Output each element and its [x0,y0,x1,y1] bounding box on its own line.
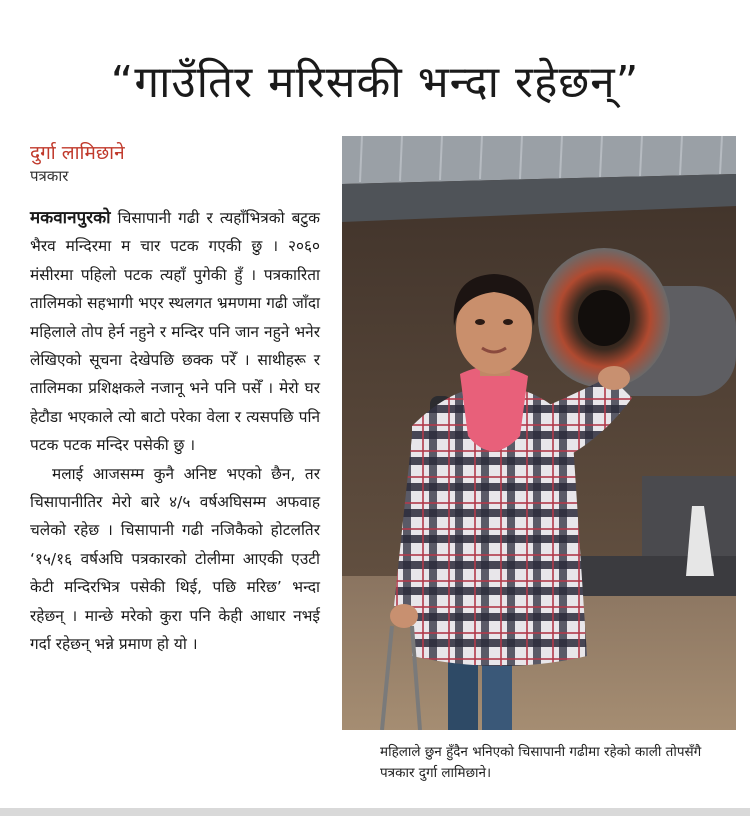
author-role: पत्रकार [30,167,69,185]
bottom-rule [0,808,750,816]
article-paragraph-1 [30,204,320,460]
article-paragraph-2: मलाई आजसम्म कुनै अनिष्ट भएको छैन, तर चिसापानीतिर मेरो बारे ४/५ वर्षअघिसम्म अफवाह चलेको रहेछ । चिसापानी गढी नजिकैको होटलतिर ‘१५/१६ वर्षअघि पत्रकारको टोलीमा आएकी एउटी केटी मन्दिरभित्र पसेकी थिई, पछि मरिछ’ भन्दा रहेछन् । मान्छे मरेको कुरा पनि केही आधार नभई गर्दा रहेछन् भन्ने प्रमाण हो यो । [30,464,320,654]
author-name: दुर्गा लामिछाने [30,142,125,164]
paragraph-1-text: चिसापानी गढी र त्यहाँभित्रको बटुक भैरव मन्दिरमा म चार पटक गएकी छु । २०६० मंसीरमा पहिलो पटक त्यहाँ पुगेकी हुँ । पत्रकारिता तालिमको सहभागी भएर स्थलगत भ्रमणमा गढी जाँदा महिलाले तोप हेर्न नहुने र मन्दिर पनि जान नहुने भनेर लेखिएको सूचना देखेपछि छक्क परेँ । साथीहरू र तालिमका प्रशिक्षकले नजानू भने पनि पसेँ । मेरो घर हेटौडा भएकाले त्यो बाटो परेका वेला र त्यसपछि पनि पटक पटक मन्दिर पसेकी छु । [30,209,320,455]
photo-illustration [342,136,736,730]
article-photo [342,136,736,730]
byline [30,140,125,186]
headline: “गाउँतिर मरिसकी भन्दा रहेछन्” [110,57,640,109]
lead-word: मकवानपुरको [30,208,111,228]
article-body [30,204,320,659]
photo-caption: महिलाले छुन हुँदैन भनिएको चिसापानी गढीमा रहेको काली तोपसँगै पत्रकार दुर्गा लामिछाने। [380,744,702,781]
